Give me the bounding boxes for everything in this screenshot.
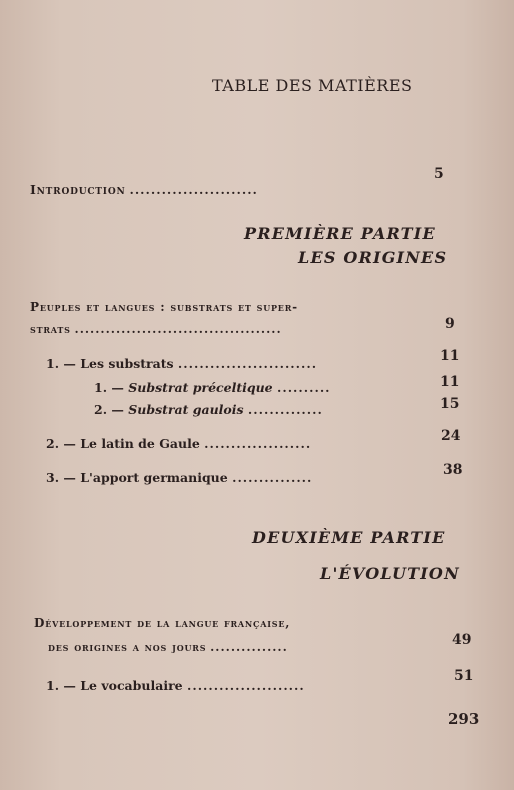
page-title: TABLE DES MATIÈRES (212, 76, 413, 95)
toc-entry (46, 436, 311, 451)
toc-page-number: 49 (452, 632, 472, 648)
toc-subentry (94, 380, 331, 395)
toc-dots: ........................................ (74, 322, 282, 336)
toc-entry (46, 356, 317, 371)
toc-entry-introduction (30, 182, 258, 197)
chapter-line-2 (48, 640, 288, 654)
toc-label-number: 2. — (94, 402, 129, 417)
part-heading: DEUXIÈME PARTIE (252, 528, 446, 547)
toc-dots: ............... (210, 640, 288, 654)
chapter-line-1 (30, 300, 298, 314)
toc-dots: .................... (204, 436, 312, 451)
toc-page-number: 9 (445, 316, 455, 332)
toc-page-number: 38 (443, 462, 463, 478)
toc-page-number: 11 (440, 374, 460, 390)
toc-label: 1. — Le vocabulaire (46, 678, 183, 693)
toc-dots: ........................ (129, 182, 258, 197)
toc-page-number: 5 (434, 166, 444, 182)
chapter-title: Peuples et langues : substrats et super- (30, 300, 298, 314)
chapter-line-1 (34, 616, 290, 630)
toc-dots: .......................... (177, 356, 318, 371)
toc-label: 3. — L'apport germanique (46, 470, 228, 485)
toc-page-number: 15 (440, 396, 460, 412)
toc-page-number: 51 (454, 668, 474, 684)
chapter-title-continued: des origines a nos jours (48, 640, 207, 654)
toc-label: Introduction (30, 182, 126, 197)
part-subheading: L'ÉVOLUTION (320, 564, 460, 583)
chapter-title-continued: strats (30, 322, 71, 336)
toc-label: 1. — Les substrats (46, 356, 174, 371)
toc-label: Substrat gaulois (128, 402, 244, 417)
toc-entry (46, 678, 305, 693)
toc-page-number: 11 (440, 348, 460, 364)
chapter-title: Développement de la langue française, (34, 616, 291, 630)
part-subheading: LES ORIGINES (298, 248, 448, 267)
toc-dots: .............. (247, 402, 323, 417)
toc-dots: ............... (232, 470, 313, 485)
toc-label: Substrat préceltique (128, 380, 273, 395)
toc-page-number: 24 (441, 428, 461, 444)
chapter-line-2 (30, 322, 282, 336)
toc-label: 2. — Le latin de Gaule (46, 436, 200, 451)
folio-page-number: 293 (448, 710, 480, 728)
toc-dots: .......... (277, 380, 331, 395)
toc-entry (46, 470, 312, 485)
toc-dots: ...................... (186, 678, 305, 693)
part-heading: PREMIÈRE PARTIE (244, 224, 436, 243)
toc-subentry (94, 402, 323, 417)
toc-label-number: 1. — (94, 380, 129, 395)
